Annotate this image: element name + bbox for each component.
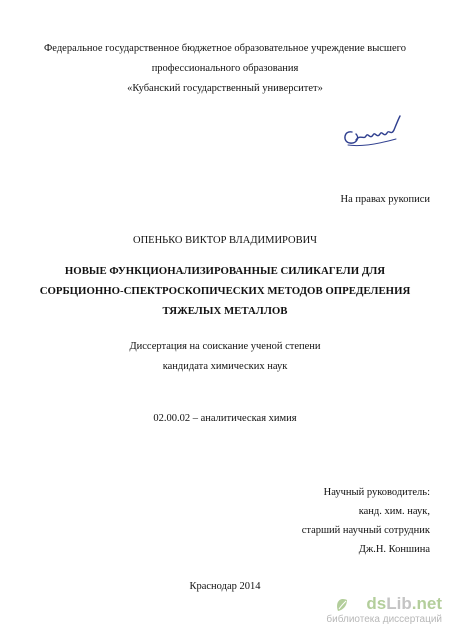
specialty: 02.00.02 – аналитическая химия xyxy=(153,413,297,424)
handwritten-signature xyxy=(338,110,408,150)
title-line-2: СОРБЦИОННО-СПЕКТРОСКОПИЧЕСКИХ МЕТОДОВ ОПРЕДЕЛЕНИЯ xyxy=(39,285,411,297)
watermark-lib: Lib xyxy=(386,594,412,613)
watermark-ds: ds xyxy=(366,594,387,613)
manuscript-note: На правах рукописи xyxy=(340,194,430,205)
institution-line-2: профессионального образования xyxy=(151,63,299,74)
institution-line-3: «Кубанский государственный университет» xyxy=(127,83,323,94)
degree-line-1: Диссертация на соискание ученой степени xyxy=(129,341,321,352)
watermark-caption: библиотека диссертаций xyxy=(326,614,442,625)
author-name: ОПЕНЬКО ВИКТОР ВЛАДИМИРОВИЧ xyxy=(133,235,317,246)
supervisor-label: Научный руководитель: xyxy=(323,487,430,498)
supervisor-position: старший научный сотрудник xyxy=(301,525,430,536)
watermark-logo-text xyxy=(366,594,442,614)
book-leaf-icon xyxy=(334,597,350,613)
degree-line-2: кандидата химических наук xyxy=(162,361,288,372)
supervisor-degree: канд. хим. наук, xyxy=(358,506,430,517)
dslib-watermark xyxy=(322,594,442,628)
watermark-net: .net xyxy=(411,594,442,613)
title-line-1: НОВЫЕ ФУНКЦИОНАЛИЗИРОВАННЫЕ СИЛИКАГЕЛИ ДЛЯ xyxy=(64,265,386,277)
city-year: Краснодар 2014 xyxy=(189,581,261,592)
title-line-3: ТЯЖЕЛЫХ МЕТАЛЛОВ xyxy=(162,305,288,317)
institution-line-1: Федеральное государственное бюджетное образовательное учреждение высшего xyxy=(44,43,406,54)
supervisor-name: Дж.Н. Коншина xyxy=(358,544,430,555)
